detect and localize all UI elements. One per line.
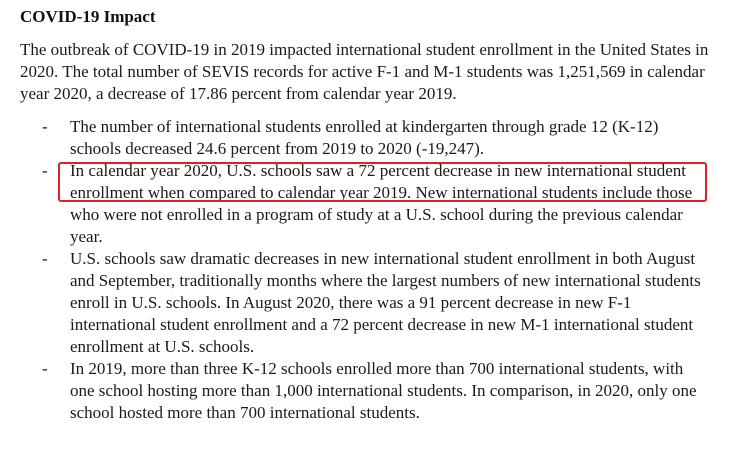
list-item: [20, 116, 710, 160]
document-section: [20, 6, 720, 424]
bullet-list: [20, 116, 720, 424]
intro-paragraph: The outbreak of COVID-19 in 2019 impacted international student enrollment in the United States in 2020. The total number of SEVIS records for active F-1 and M-1 students was 1,251,569 in calendar year 2020, a decrease of 17.86 percent from calendar year 2019.: [20, 40, 709, 103]
bullet-dash: -: [42, 359, 48, 378]
section-heading: COVID-19 Impact: [20, 7, 156, 26]
list-item: [20, 358, 710, 424]
bullet-dash: -: [42, 249, 48, 268]
bullet-text: In 2019, more than three K-12 schools enrolled more than 700 international students, with one school hosting more than 1,000 international students. In comparison, in 2020, only one school hosted more than 700 international students.: [70, 359, 697, 422]
list-item: [20, 248, 710, 358]
bullet-dash: -: [42, 161, 48, 180]
bullet-text: In calendar year 2020, U.S. schools saw a 72 percent decrease in new international student enrollment when compared to calendar year 2019. New international students include those who were not enrolled in a program of study at a U.S. school during the previous calendar year.: [70, 161, 693, 246]
bullet-text: U.S. schools saw dramatic decreases in new international student enrollment in both August and September, traditionally months where the largest numbers of new international students enroll in U.S. schools. In August 2020, there was a 91 percent decrease in new F-1 international student enrollment and a 72 percent decrease in new M-1 international student enrollment at U.S. schools.: [70, 249, 701, 356]
bullet-dash: -: [42, 117, 48, 136]
list-item: [20, 160, 710, 248]
bullet-text: The number of international students enrolled at kindergarten through grade 12 (K-12) schools decreased 24.6 percent from 2019 to 2020 (-19,247).: [70, 117, 659, 158]
